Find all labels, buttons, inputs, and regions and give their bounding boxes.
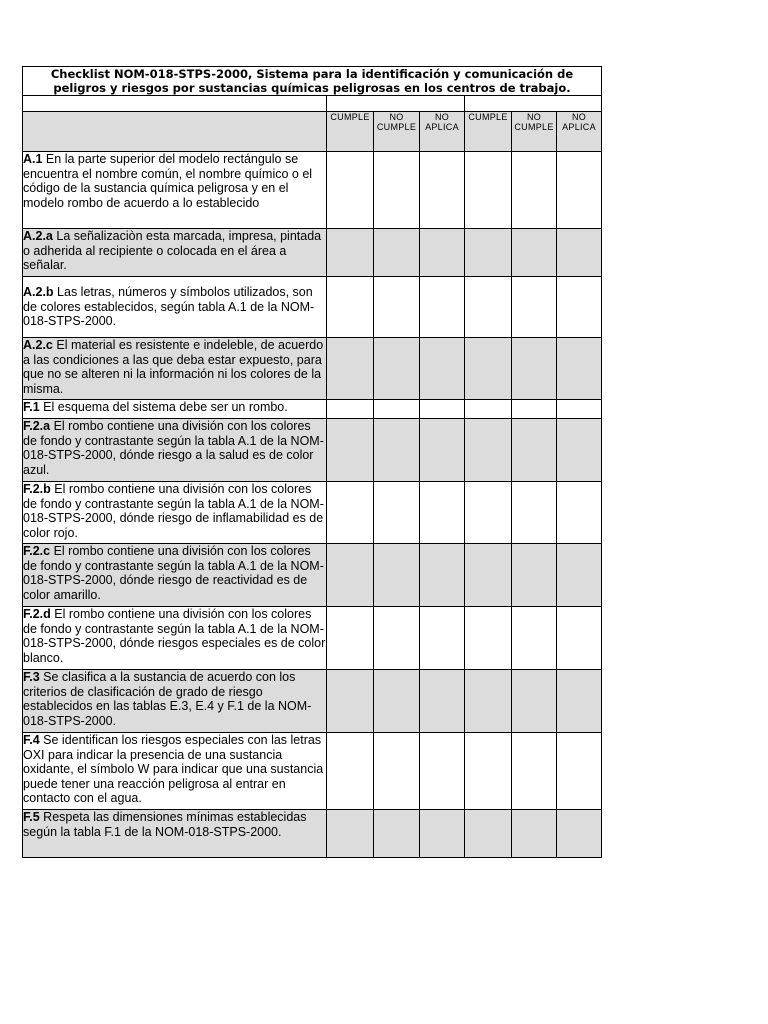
check-cell[interactable] (465, 810, 512, 858)
check-cell[interactable] (420, 277, 465, 338)
check-cell[interactable] (512, 810, 557, 858)
item-text-cell (23, 277, 327, 338)
check-cell[interactable] (374, 607, 420, 670)
column-header: NO APLICA (557, 112, 602, 152)
column-header: NO CUMPLE (512, 112, 557, 152)
check-cell[interactable] (512, 400, 557, 419)
checklist-row (23, 482, 602, 544)
check-cell[interactable] (374, 400, 420, 419)
header-blank-cell (23, 112, 327, 152)
item-text-cell (23, 810, 327, 858)
item-code: F.1 (23, 400, 40, 414)
check-cell[interactable] (420, 482, 465, 544)
check-cell[interactable] (465, 277, 512, 338)
item-text: El material es resistente e indeleble, de acuerdo a las condiciones a las que deba estar expuesto, para que no se alteren ni la información ni los colores de la misma. (23, 338, 324, 396)
checklist-row (23, 607, 602, 670)
check-cell[interactable] (420, 400, 465, 419)
check-cell[interactable] (512, 607, 557, 670)
check-cell[interactable] (512, 277, 557, 338)
item-code: A.2.b (23, 285, 54, 300)
check-cell[interactable] (420, 733, 465, 810)
check-cell[interactable] (557, 544, 602, 607)
item-code: A.2.c (23, 338, 53, 352)
item-text: El esquema del sistema debe ser un rombo. (39, 400, 288, 414)
checklist-row (23, 277, 602, 338)
checklist-table (22, 66, 602, 858)
item-text: Se clasifica a la sustancia de acuerdo con los criterios de clasificación de grado de riesgo establecidos en las tablas E.3, E.4 y F.1 de la NOM-018-STPS-2000. (23, 670, 312, 728)
spacer-row (23, 96, 602, 112)
item-text: Las letras, números y símbolos utilizados, son de colores establecidos, según tabla A.1 de la NOM-018-STPS-2000. (23, 285, 315, 329)
item-text-cell (23, 482, 327, 544)
check-cell[interactable] (512, 733, 557, 810)
checklist-row (23, 400, 602, 419)
checklist-title: Checklist NOM-018-STPS-2000, Sistema para la identificación y comunicación de peligros y riesgos por sustancias químicas peligrosas en los centros de trabajo. (23, 67, 602, 96)
item-code: A.1 (23, 152, 43, 166)
check-cell[interactable] (465, 607, 512, 670)
check-cell[interactable] (557, 482, 602, 544)
column-header: CUMPLE (327, 112, 374, 152)
item-text: En la parte superior del modelo rectángulo se encuentra el nombre común, el nombre químico o el código de la sustancia química peligrosa y en el modelo rombo de acuerdo a lo establecido (23, 152, 313, 210)
checklist-row (23, 229, 602, 277)
item-code: F.5 (23, 810, 40, 824)
check-cell[interactable] (465, 733, 512, 810)
check-cell[interactable] (512, 419, 557, 482)
checklist-row (23, 544, 602, 607)
item-code: F.2.c (23, 544, 51, 558)
check-cell[interactable] (512, 482, 557, 544)
item-text-cell (23, 607, 327, 670)
check-cell[interactable] (374, 810, 420, 858)
check-cell[interactable] (557, 229, 602, 277)
check-cell[interactable] (465, 229, 512, 277)
check-cell[interactable] (327, 810, 374, 858)
item-text: El rombo contiene una división con los colores de fondo y contrastante según la tabla A.1 de la NOM-018-STPS-2000, dónde riesgo a la salud es de color azul. (23, 419, 324, 477)
check-cell[interactable] (327, 277, 374, 338)
check-cell[interactable] (465, 400, 512, 419)
check-cell[interactable] (420, 670, 465, 733)
check-cell[interactable] (374, 229, 420, 277)
check-cell[interactable] (512, 152, 557, 229)
check-cell[interactable] (420, 419, 465, 482)
check-cell[interactable] (557, 277, 602, 338)
checklist-row (23, 670, 602, 733)
check-cell[interactable] (512, 670, 557, 733)
check-cell[interactable] (374, 277, 420, 338)
check-cell[interactable] (374, 482, 420, 544)
column-header: NO APLICA (420, 112, 465, 152)
checklist-row (23, 338, 602, 400)
item-text-cell (23, 152, 327, 229)
check-cell[interactable] (327, 419, 374, 482)
item-text-cell (23, 400, 327, 419)
check-cell[interactable] (420, 229, 465, 277)
check-cell[interactable] (557, 419, 602, 482)
item-code: F.2.d (23, 607, 51, 621)
item-text-cell (23, 229, 327, 277)
check-cell[interactable] (465, 338, 512, 400)
check-cell[interactable] (557, 400, 602, 419)
item-code: F.2.a (23, 419, 51, 433)
item-text-cell (23, 733, 327, 810)
column-header: CUMPLE (465, 112, 512, 152)
item-text-cell (23, 544, 327, 607)
check-cell[interactable] (465, 670, 512, 733)
check-cell[interactable] (557, 810, 602, 858)
check-cell[interactable] (512, 229, 557, 277)
check-cell[interactable] (557, 733, 602, 810)
item-text: El rombo contiene una división con los colores de fondo y contrastante según la tabla A.1 de la NOM-018-STPS-2000, dónde riesgo de reactividad es de color amarillo. (23, 544, 324, 602)
check-cell[interactable] (420, 810, 465, 858)
check-cell[interactable] (327, 607, 374, 670)
item-code: A.2.a (23, 229, 53, 243)
check-cell[interactable] (327, 670, 374, 733)
check-cell[interactable] (374, 338, 420, 400)
check-cell[interactable] (420, 338, 465, 400)
item-text-cell (23, 670, 327, 733)
spacer-cell (23, 96, 327, 112)
check-cell[interactable] (374, 544, 420, 607)
check-cell[interactable] (374, 733, 420, 810)
check-cell[interactable] (465, 544, 512, 607)
check-cell[interactable] (327, 544, 374, 607)
column-header: NO CUMPLE (374, 112, 420, 152)
checklist-row (23, 419, 602, 482)
check-cell[interactable] (512, 544, 557, 607)
check-cell[interactable] (465, 419, 512, 482)
checklist-row (23, 152, 602, 229)
check-cell[interactable] (420, 607, 465, 670)
check-cell[interactable] (327, 733, 374, 810)
item-text-cell (23, 419, 327, 482)
check-cell[interactable] (465, 152, 512, 229)
check-cell[interactable] (512, 338, 557, 400)
check-cell[interactable] (420, 544, 465, 607)
check-cell[interactable] (374, 152, 420, 229)
item-text-cell (23, 338, 327, 400)
check-cell[interactable] (327, 400, 374, 419)
item-text: El rombo contiene una división con los colores de fondo y contrastante según la tabla A.1 de la NOM-018-STPS-2000, dónde riesgo de inflamabilidad es de color rojo. (23, 482, 324, 540)
header-row (23, 112, 602, 152)
check-cell[interactable] (465, 482, 512, 544)
spacer-cell (327, 96, 465, 112)
check-cell[interactable] (327, 229, 374, 277)
item-code: F.2.b (23, 482, 51, 496)
item-text: Respeta las dimensiones mínimas establecidas según la tabla F.1 de la NOM-018-STPS-2000. (23, 810, 307, 839)
item-text: La señalizaciòn esta marcada, impresa, pintada o adherida al recipiente o colocada en el área a señalar. (23, 229, 322, 273)
checklist-row (23, 733, 602, 810)
item-text: El rombo contiene una división con los colores de fondo y contrastante según la tabla A.1 de la NOM-018-STPS-2000, dónde riesgos especiales es de color blanco. (23, 607, 326, 665)
item-text: Se identifican los riesgos especiales con las letras OXI para indicar la presencia de una sustancia oxidante, el símbolo W para indicar que una sustancia puede tener una reacción peligrosa al entrar en contacto con el agua. (23, 733, 324, 806)
check-cell[interactable] (374, 670, 420, 733)
check-cell[interactable] (327, 338, 374, 400)
check-cell[interactable] (327, 152, 374, 229)
check-cell[interactable] (557, 338, 602, 400)
check-cell[interactable] (327, 482, 374, 544)
check-cell[interactable] (557, 670, 602, 733)
check-cell[interactable] (374, 419, 420, 482)
spacer-cell (465, 96, 602, 112)
check-cell[interactable] (557, 607, 602, 670)
check-cell[interactable] (420, 152, 465, 229)
checklist-row (23, 810, 602, 858)
item-code: F.4 (23, 733, 40, 747)
item-code: F.3 (23, 670, 40, 684)
check-cell[interactable] (557, 152, 602, 229)
